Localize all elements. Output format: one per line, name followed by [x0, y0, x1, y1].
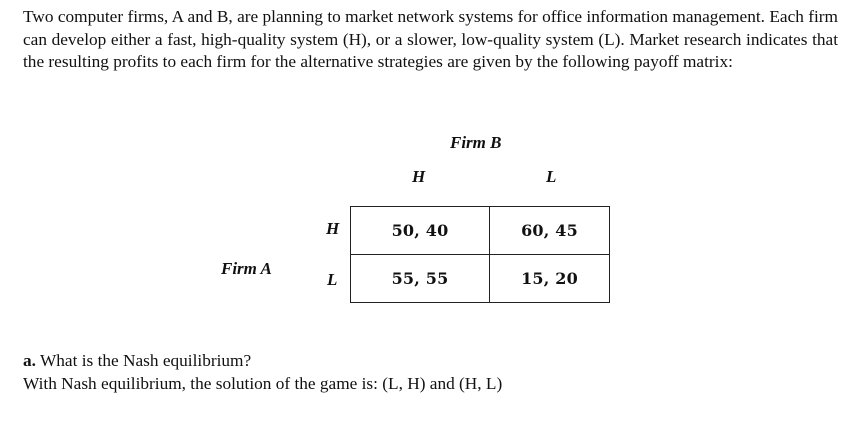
row-label-h: H — [326, 219, 340, 238]
payoff-row-l — [351, 255, 610, 303]
payoff-cell-l-h: 55, 55 — [351, 255, 490, 303]
payoff-row-h — [351, 207, 610, 255]
column-label-h: H — [412, 167, 426, 186]
payoff-cell-l-l: 15, 20 — [490, 255, 610, 303]
firm-a-label: Firm A — [221, 259, 272, 278]
firm-b-label: Firm B — [450, 133, 502, 152]
question-letter: a. — [23, 351, 36, 370]
payoff-cell-h-l: 60, 45 — [490, 207, 610, 255]
payoff-cell-h-h: 50, 40 — [351, 207, 490, 255]
payoff-matrix — [350, 206, 610, 303]
question-a — [23, 350, 251, 372]
problem-statement: Two computer firms, A and B, are planning to market network systems for office information management. Each firm can develop either a fast, high-quality system (H), or a slower, low-quality system (L). Market research indicates that the resulting profits to each firm for the alternative strategies are given by the following payoff matrix: — [23, 7, 838, 71]
row-label-l: L — [327, 270, 338, 289]
answer-text: With Nash equilibrium, the solution of the game is: (L, H) and (H, L) — [23, 374, 503, 393]
question-text: What is the Nash equilibrium? — [39, 351, 252, 370]
column-label-l: L — [546, 167, 557, 186]
